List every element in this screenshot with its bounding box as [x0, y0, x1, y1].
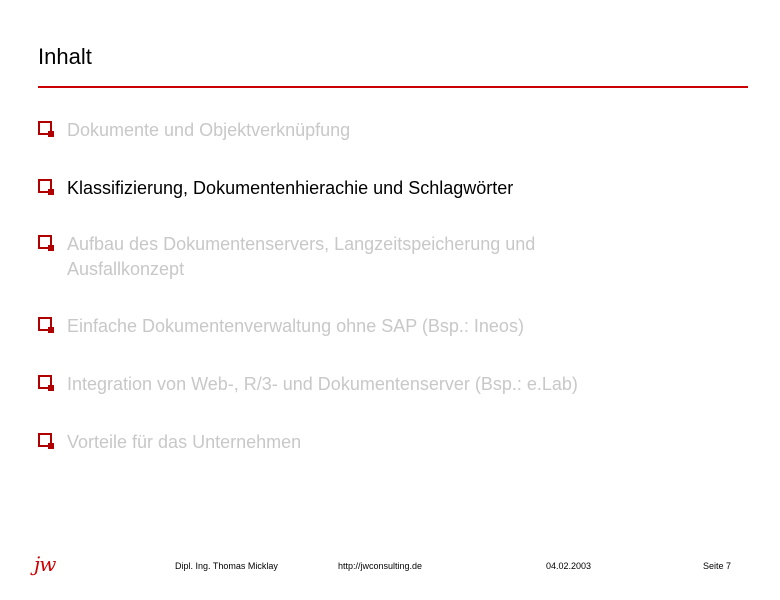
- checkbox-bullet-icon: [38, 121, 52, 135]
- bullet-text: Einfache Dokumentenverwaltung ohne SAP (Bsp.: Ineos): [67, 316, 524, 336]
- checkbox-bullet-icon: [38, 375, 52, 389]
- slide-title: Inhalt: [38, 44, 92, 69]
- checkbox-bullet-icon: [38, 317, 52, 331]
- jw-logo: jw: [34, 552, 56, 576]
- bullet-text: Vorteile für das Unternehmen: [67, 432, 302, 452]
- bullet-item-simple-management: [38, 314, 738, 339]
- bullet-text: Klassifizierung, Dokumentenhierachie und Schlagwörter: [67, 178, 514, 198]
- footer-author: Dipl. Ing. Thomas Micklay: [175, 561, 278, 571]
- bullet-item-integration: [38, 372, 738, 397]
- footer-page-number: Seite 7: [703, 561, 732, 571]
- bullet-text: Integration von Web-, R/3- und Dokumentenserver (Bsp.: e.Lab): [67, 374, 578, 394]
- bullet-item-classification: [38, 176, 738, 201]
- footer-url: http://jwconsulting.de: [338, 561, 423, 571]
- bullet-item-document-server: [38, 232, 738, 282]
- title-divider: [38, 86, 748, 88]
- bullet-item-documents: [38, 118, 738, 143]
- checkbox-bullet-icon: [38, 179, 52, 193]
- bullet-item-advantages: [38, 430, 738, 455]
- checkbox-bullet-icon: [38, 235, 52, 249]
- checkbox-bullet-icon: [38, 433, 52, 447]
- bullet-text: Dokumente und Objektverknüpfung: [67, 120, 351, 140]
- footer-date: 04.02.2003: [546, 561, 592, 571]
- bullet-text: Aufbau des Dokumentenservers, Langzeitspeicherung und Ausfallkonzept: [67, 234, 536, 279]
